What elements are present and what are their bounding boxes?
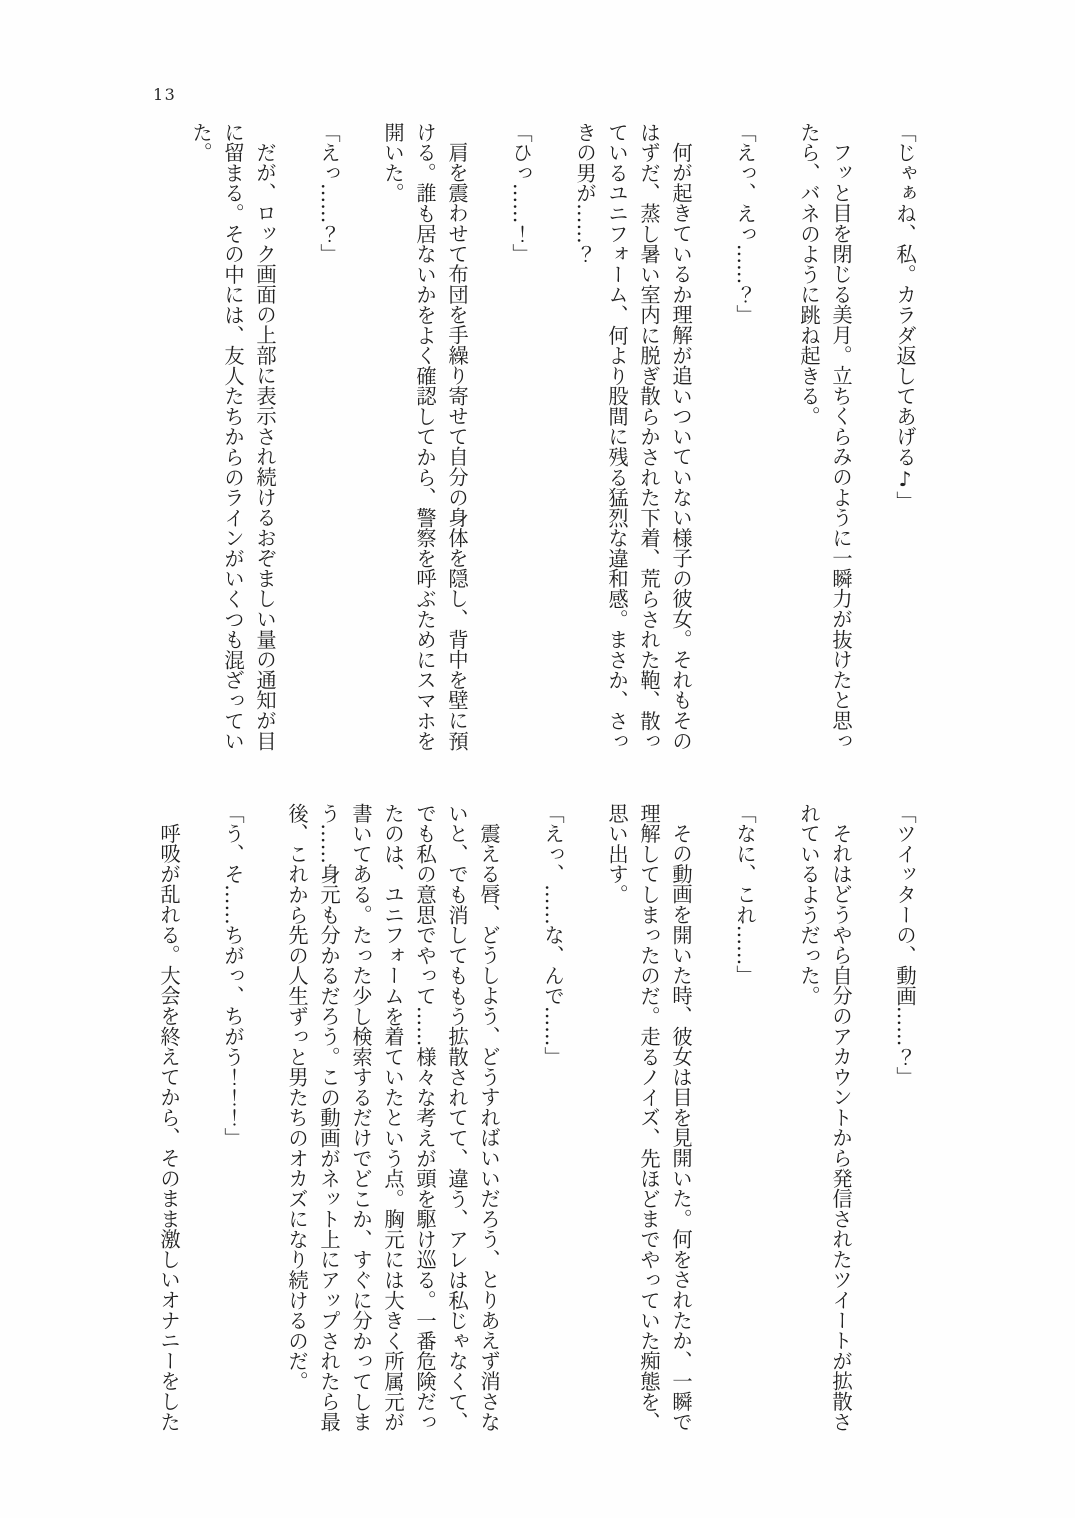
text-line: 後、これから先の人生ずっと男たちのオカズになり続けるのだ。 [285,803,309,1392]
text-line: それはどうやら自分のアカウントから発信されたツイートが拡散さ [829,823,853,1432]
text-line: きの男が……？ [573,122,597,265]
page-number: 13 [153,85,177,104]
text-line: ているユニフォーム、何より股間に残る猛烈な違和感。まさか、さっ [605,122,629,751]
text-line: 「えっ……？」 [317,122,341,265]
text-line: 思い出す。 [605,803,629,905]
text-line: たのは、ユニフォームを着ていたという点。胸元には大きく所属元が [381,803,405,1432]
text-line: はずだ、蒸し暑い室内に脱ぎ散らかされた下着、荒らされた鞄、散っ [637,122,661,751]
text-line: 「えっ、えっ……？」 [733,122,757,325]
text-line: 「う、そ……ちがっ、ちがう！！！」 [221,803,245,1148]
text-line: 「ツイッターの、動画……？」 [893,803,917,1088]
lower-text-block [153,803,921,1432]
text-line: 「じゃぁね、私。カラダ返してあげる♪」 [893,122,917,512]
text-line: 「なに、これ……」 [733,803,757,986]
text-line: いと、でも消してももう拡散されてて、違う、アレは私じゃなくて、 [445,803,469,1432]
text-line: 開いた。 [381,122,405,204]
text-line: 呼吸が乱れる。大会を終えてから、そのまま激しいオナニーをした [157,823,181,1432]
text-line: でも私の意思でやって……様々な考えが頭を駆け巡る。一番危険だっ [413,803,437,1432]
text-line: 肩を震わせて布団を手繰り寄せて自分の身体を隠し、背中を壁に預 [445,142,469,751]
text-line: たら、バネのように跳ね起きる。 [797,122,821,427]
text-line: う……身元も分かるだろう。この動画がネット上にアップされたら最 [317,803,341,1432]
text-line: 震える唇、どうしよう、どうすればいいだろう、とりあえず消さな [477,823,501,1432]
text-line: に留まる。その中には、友人たちからのラインがいくつも混ざってい [221,122,245,751]
text-line: 「えっ、……な、んで……」 [541,803,565,1067]
text-line: 書いてある。たった少し検索するだけでどこか、すぐに分かってしま [349,803,373,1432]
text-line: ける。誰も居ないかをよく確認してから、警察を呼ぶためにスマホを [413,122,437,751]
text-line: 「ひっ……！」 [509,122,533,265]
text-line: た。 [189,122,213,163]
text-line: れているようだった。 [797,803,821,1006]
upper-text-block [185,122,921,751]
text-line: フッと目を閉じる美月。立ちくらみのように一瞬力が抜けたと思っ [829,142,853,751]
text-line: 理解してしまったのだ。走るノイズ、先ほどまでやっていた痴態を、 [637,803,661,1432]
text-line: だが、ロック画面の上部に表示され続けるおぞましい量の通知が目 [253,142,277,751]
text-line: その動画を開いた時、彼女は目を見開いた。何をされたか、一瞬で [669,823,693,1432]
text-line: 何が起きているか理解が追いついていない様子の彼女。それもその [669,142,693,751]
